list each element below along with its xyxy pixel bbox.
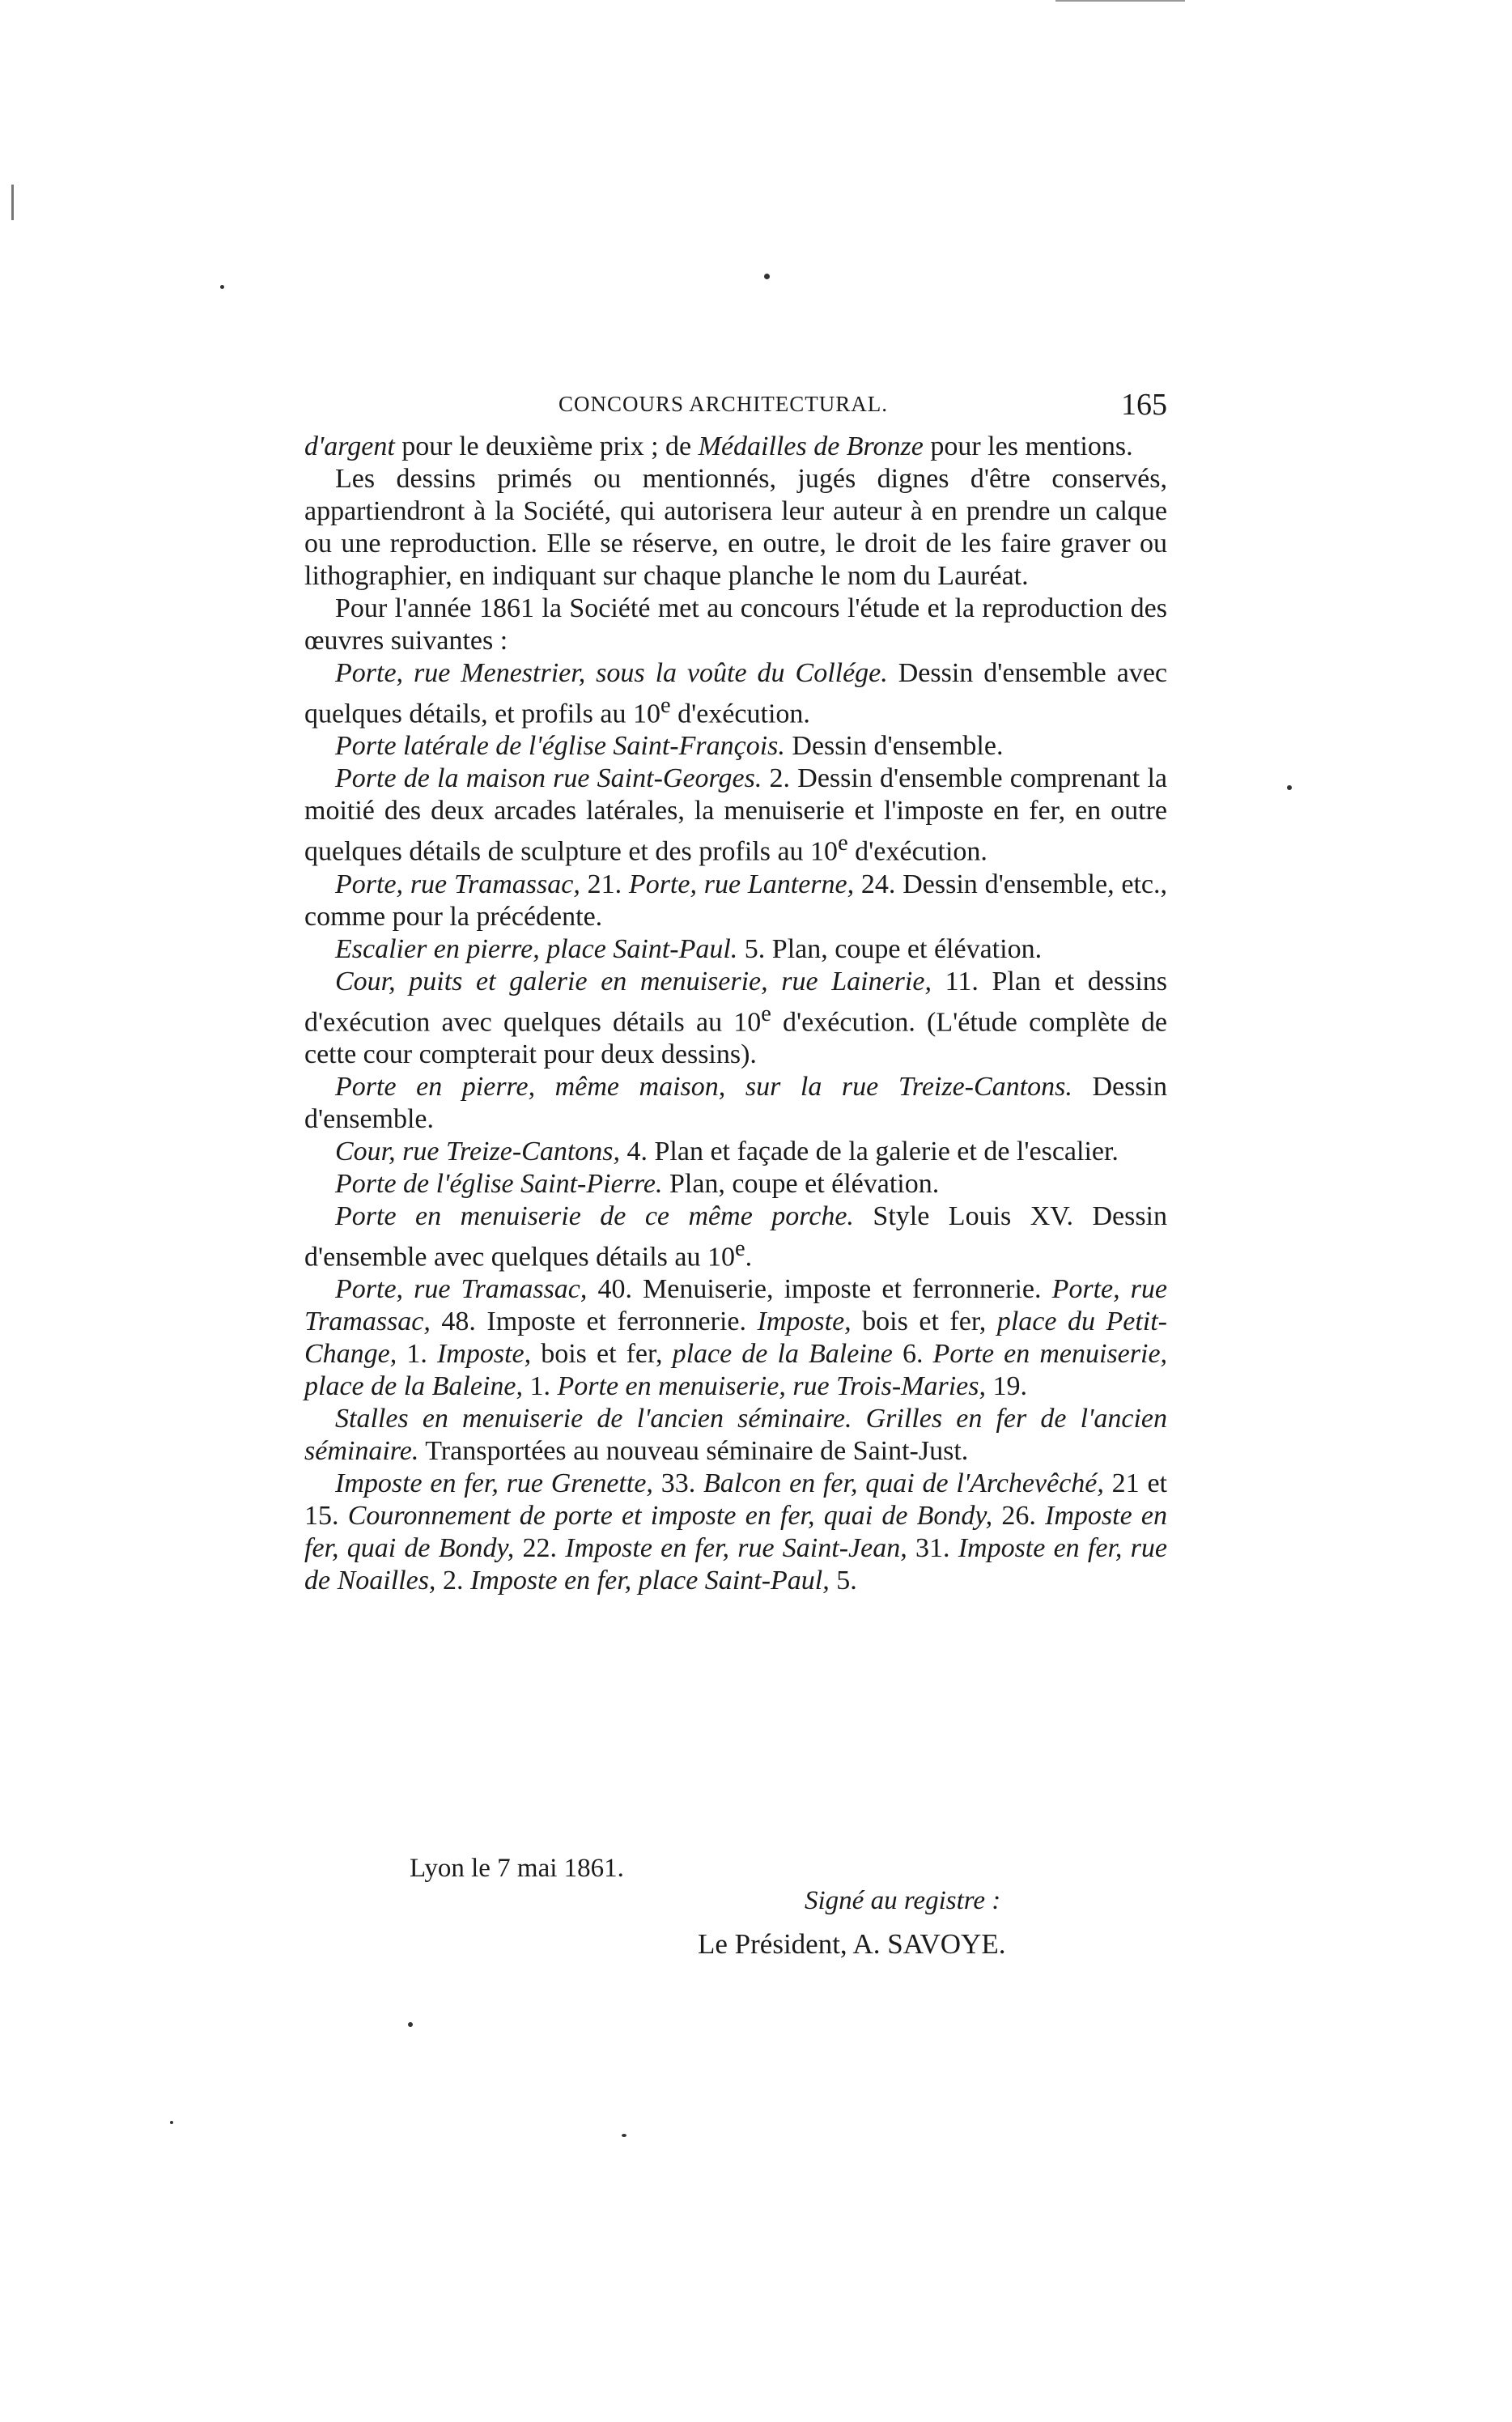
text: d'exécution.	[847, 836, 987, 867]
text: Dessin d'ensemble.	[784, 731, 1004, 762]
scan-mark	[11, 185, 14, 220]
scan-mark	[1055, 0, 1185, 2]
paragraph	[304, 1403, 1167, 1468]
speck	[170, 2121, 173, 2124]
paragraph	[304, 1168, 1167, 1200]
italic-text: Médailles de Bronze	[698, 431, 924, 461]
italic-text: Porte en menuiserie, rue Trois-Maries,	[557, 1371, 986, 1402]
paragraph	[304, 1273, 1167, 1403]
page-header	[304, 388, 1167, 424]
text: d'exécution.	[670, 699, 810, 729]
text: 40. Menuiserie, imposte et ferronnerie.	[587, 1274, 1052, 1305]
text: Dessin d'ensemble avec quelques détails, et profils au 10	[304, 658, 1168, 729]
italic-text: Porte, rue Lanterne,	[628, 869, 855, 899]
text: Plan, coupe et élévation.	[662, 1168, 940, 1199]
italic-text: Porte, rue Tramassac,	[304, 1274, 1168, 1337]
text: 1.	[523, 1371, 558, 1402]
italic-text: Cour, rue Treize-Cantons,	[335, 1136, 621, 1166]
italic-text: Balcon en fer, quai de l'Archevêché,	[703, 1468, 1104, 1499]
body-text	[304, 431, 1167, 1597]
italic-text: Porte, rue Menestrier, sous la voûte du Collége.	[335, 658, 888, 688]
italic-text: Imposte en fer, rue Saint-Jean,	[565, 1533, 907, 1564]
text: .	[745, 1242, 753, 1273]
signed-register: Signé au registre :	[805, 1886, 1001, 1915]
superscript: e	[735, 1235, 745, 1261]
paragraph	[304, 933, 1167, 966]
paragraph	[304, 763, 1167, 868]
paragraph	[304, 869, 1167, 933]
italic-text: d'argent	[304, 431, 395, 461]
italic-text: Couronnement de porte et imposte en fer, quai de Bondy,	[347, 1501, 993, 1532]
paragraph	[304, 657, 1167, 730]
paragraph: Les dessins primés ou mentionnés, jugés dignes d'être conservés, appartiendront à la Société, qui autorisera leur auteur à en prendre un calque ou une reproduction. Elle se réserve, en outre, le droit de les faire graver ou lithographier, en indiquant sur chaque planche le nom du Lauréat.	[304, 464, 1167, 591]
text: 2. Dessin d'ensemble comprenant la moitié des deux arcades latérales, la menuiserie et l'imposte en fer, en outre quelques détails de sculpture et des profils au 10	[304, 763, 1167, 867]
text: 24. Dessin d'ensemble, etc., comme pour la précédente.	[304, 869, 1168, 932]
text: 26.	[992, 1501, 1046, 1532]
italic-text: Imposte,	[757, 1307, 852, 1337]
paragraph	[304, 966, 1167, 1071]
running-title: CONCOURS ARCHITECTURAL.	[559, 392, 889, 416]
text: pour les mentions.	[923, 431, 1133, 461]
paragraph	[304, 1200, 1167, 1273]
italic-text: Porte de l'église Saint-Pierre.	[335, 1168, 663, 1199]
italic-text: Stalles en menuiserie de l'ancien séminaire. Grilles en fer de l'ancien séminaire.	[304, 1404, 1167, 1467]
paragraph: Pour l'année 1861 la Société met au concours l'étude et la reproduction des œuvres suivantes :	[304, 593, 1167, 656]
text: 1.	[397, 1339, 437, 1370]
italic-text: Porte en pierre, même maison, sur la rue Treize-Cantons.	[335, 1071, 1072, 1102]
text: 31.	[907, 1533, 958, 1564]
speck	[220, 285, 224, 289]
paragraph	[304, 1071, 1167, 1136]
italic-text: Imposte en fer, rue de Noailles,	[304, 1533, 1167, 1596]
text: d'exécution. (L'étude complète de cette cour compterait pour deux dessins).	[304, 1006, 1168, 1069]
superscript: e	[660, 693, 671, 718]
text: 21 et 15.	[304, 1468, 1168, 1532]
text: 5. Plan, coupe et élévation.	[737, 933, 1043, 964]
text: 48. Imposte et ferronnerie.	[430, 1307, 758, 1337]
text: 19.	[985, 1371, 1027, 1402]
paragraph	[304, 431, 1167, 463]
place-date: Lyon le 7 mai 1861.	[410, 1854, 624, 1883]
text: 21.	[580, 869, 629, 899]
italic-text: Imposte,	[436, 1339, 532, 1370]
speck	[764, 274, 770, 279]
paragraph	[304, 1468, 1167, 1597]
text: 2.	[435, 1566, 470, 1596]
italic-text: Escalier en pierre, place Saint-Paul.	[335, 933, 738, 964]
italic-text: Porte, rue Tramassac,	[335, 1274, 588, 1305]
speck	[408, 2022, 413, 2027]
text: Dessin d'ensemble.	[304, 1071, 1168, 1134]
paragraph	[304, 1136, 1167, 1168]
text: 33.	[652, 1468, 703, 1499]
president-signature: Le Président, A. SAVOYE.	[698, 1928, 1006, 1960]
italic-text: Porte en menuiserie, place de la Baleine,	[304, 1339, 1168, 1402]
superscript: e	[761, 1001, 771, 1026]
italic-text: Imposte en fer, rue Grenette,	[335, 1468, 653, 1499]
italic-text: Porte de la maison rue Saint-Georges.	[335, 763, 762, 794]
italic-text: Porte, rue Tramassac,	[335, 869, 580, 899]
text: Transportées au nouveau séminaire de Saint-Just.	[418, 1436, 969, 1467]
speck	[622, 2134, 626, 2137]
text: bois et fer,	[531, 1339, 673, 1370]
italic-text: Cour, puits et galerie en menuiserie, rue Lainerie,	[335, 966, 932, 996]
text: bois et fer,	[851, 1307, 997, 1337]
text: 6.	[892, 1339, 933, 1370]
italic-text: Porte en menuiserie de ce même porche.	[335, 1200, 854, 1231]
speck	[1287, 785, 1292, 790]
text: 22.	[514, 1533, 566, 1564]
text: pour le deuxième prix ; de	[394, 431, 699, 461]
italic-text: Imposte en fer, place Saint-Paul,	[469, 1566, 830, 1596]
page-number: 165	[1121, 388, 1167, 422]
text: Style Louis XV. Dessin d'ensemble avec quelques détails au 10	[304, 1200, 1167, 1273]
text: 5.	[829, 1566, 857, 1596]
italic-text: place du Petit-Change,	[304, 1307, 1167, 1370]
italic-text: place de la Baleine	[672, 1339, 893, 1370]
paragraph	[304, 730, 1167, 763]
text: 4. Plan et façade de la galerie et de l'escalier.	[620, 1136, 1119, 1166]
italic-text: Imposte en fer, quai de Bondy,	[304, 1501, 1167, 1564]
text: 11. Plan et dessins d'exécution avec quelques détails au 10	[304, 966, 1167, 1037]
italic-text: Porte latérale de l'église Saint-François.	[335, 731, 785, 762]
superscript: e	[838, 831, 848, 856]
